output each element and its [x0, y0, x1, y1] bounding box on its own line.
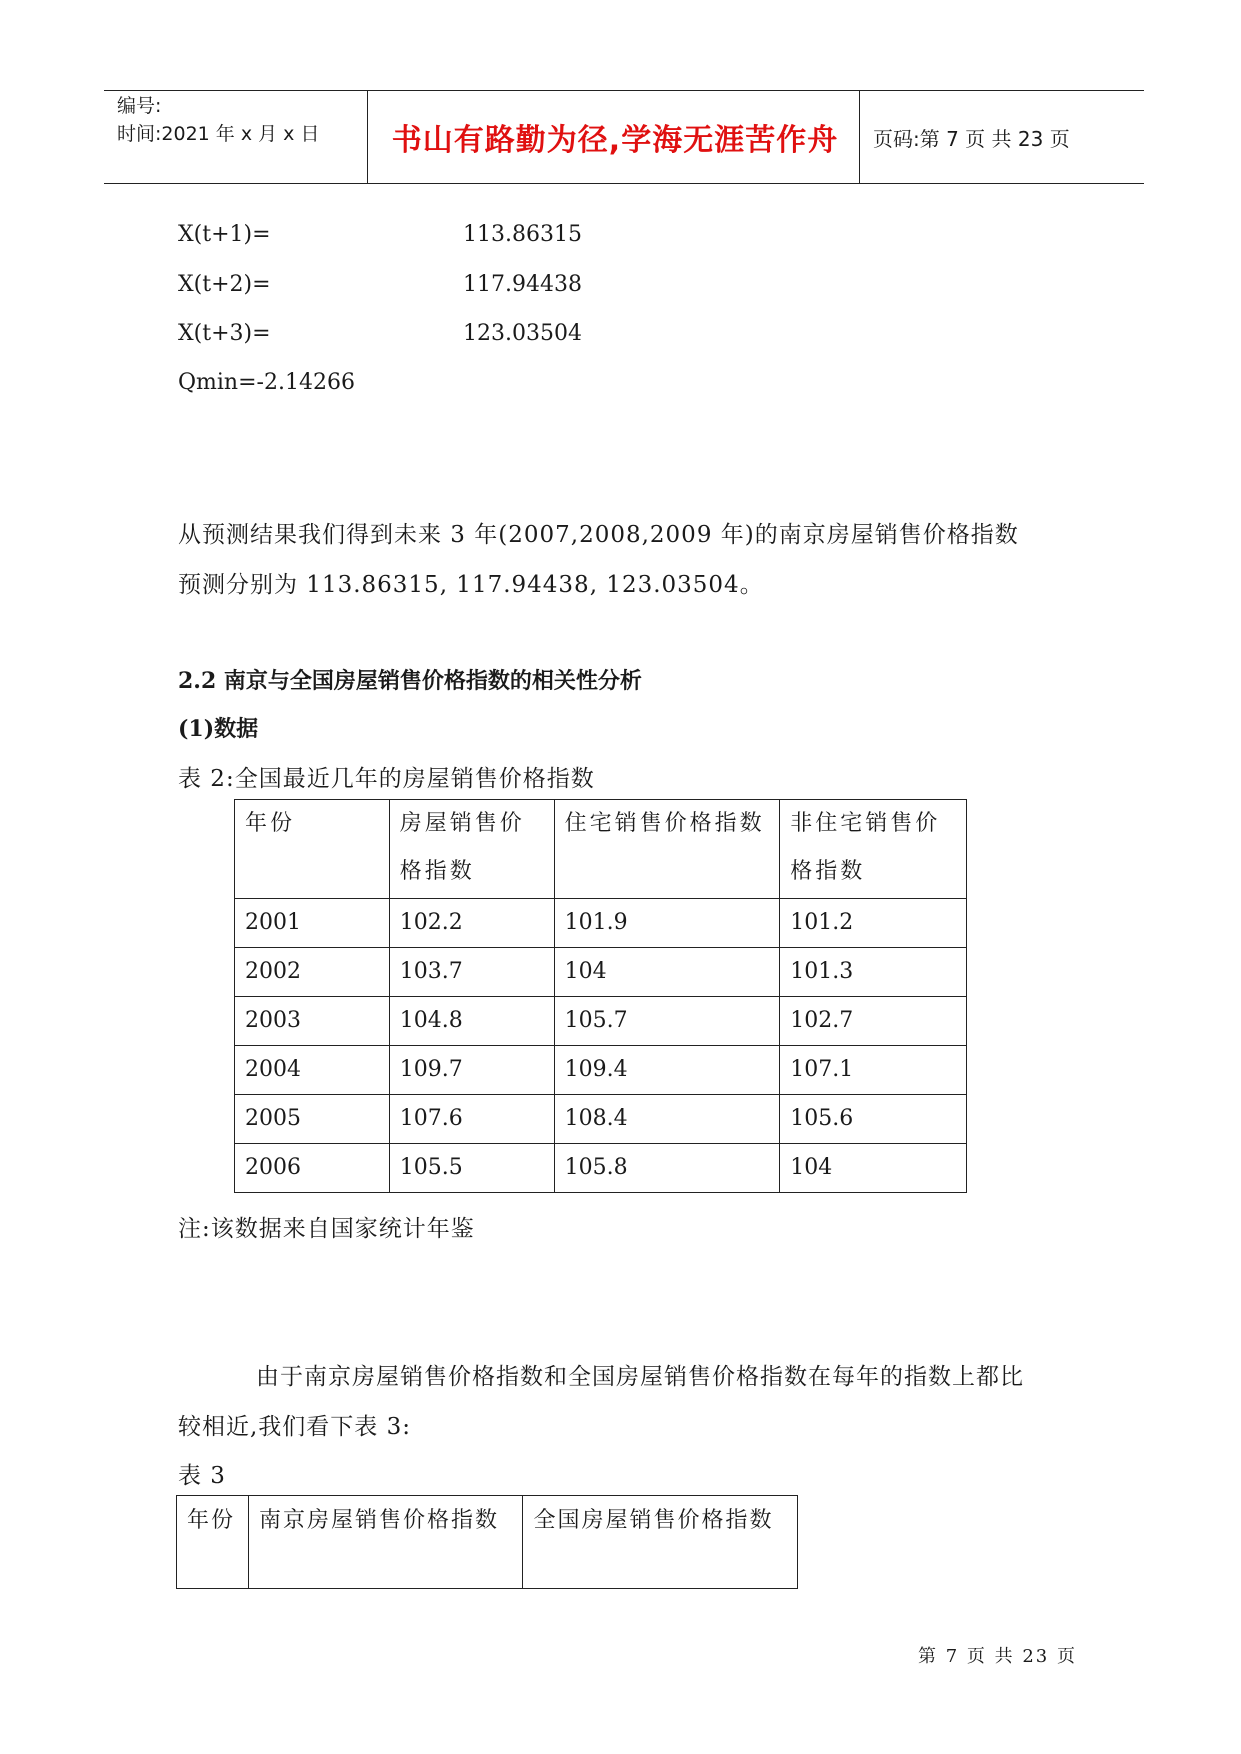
table-cell: 102.2 [389, 899, 554, 948]
header-top-rule [104, 90, 1144, 91]
table2-note: 注:该数据来自国家统计年鉴 [178, 1216, 475, 1242]
table-cell: 109.4 [554, 1046, 780, 1095]
table3-header-cell: 南京房屋销售价格指数 [248, 1496, 523, 1589]
table2-header-cell: 非住宅销售价格指数 [780, 800, 967, 899]
table-cell: 104 [554, 948, 780, 997]
table3 [176, 1495, 798, 1589]
paragraph1-line1: 从预测结果我们得到未来 3 年(2007,2008,2009 年)的南京房屋销售价格指数 [178, 522, 1019, 548]
header-page-label: 页码:第 7 页 共 23 页 [873, 127, 1070, 151]
table-cell: 107.6 [389, 1095, 554, 1144]
table-cell: 104 [780, 1144, 967, 1193]
section-subtitle: (1)数据 [178, 716, 259, 742]
paragraph2-line1: 由于南京房屋销售价格指数和全国房屋销售价格指数在每年的指数上都比 [256, 1364, 1024, 1390]
table2-header-cell: 年份 [235, 800, 390, 899]
table-cell: 2001 [235, 899, 390, 948]
table-cell: 108.4 [554, 1095, 780, 1144]
table-cell: 101.3 [780, 948, 967, 997]
table-cell: 2002 [235, 948, 390, 997]
header-motto: 书山有路勤为径,学海无涯苦作舟 [391, 123, 839, 158]
table3-header-row [177, 1496, 798, 1589]
header-bottom-rule [104, 183, 1144, 184]
table-cell: 101.2 [780, 899, 967, 948]
table2-caption: 表 2:全国最近几年的房屋销售价格指数 [178, 766, 595, 792]
table-cell: 109.7 [389, 1046, 554, 1095]
header-divider-right [859, 90, 860, 184]
table-cell: 104.8 [389, 997, 554, 1046]
table-row [235, 1144, 967, 1193]
table-cell: 105.7 [554, 997, 780, 1046]
table2-header-cell: 房屋销售价格指数 [389, 800, 554, 899]
forecast-qmin: Qmin=-2.14266 [178, 370, 355, 395]
table-row [235, 1095, 967, 1144]
table-cell: 103.7 [389, 948, 554, 997]
table3-header-cell: 年份 [177, 1496, 249, 1589]
paragraph2-line2: 较相近,我们看下表 3: [178, 1414, 412, 1440]
table-cell: 107.1 [780, 1046, 967, 1095]
section-title: 2.2 南京与全国房屋销售价格指数的相关性分析 [178, 668, 642, 694]
page-footer: 第 7 页 共 23 页 [918, 1646, 1077, 1667]
table-row [235, 1046, 967, 1095]
table-cell: 105.8 [554, 1144, 780, 1193]
table-cell: 2005 [235, 1095, 390, 1144]
forecast-value-2: 117.94438 [463, 272, 582, 297]
forecast-value-3: 123.03504 [463, 321, 582, 346]
table-cell: 102.7 [780, 997, 967, 1046]
table-cell: 2003 [235, 997, 390, 1046]
forecast-label-2: X(t+2)= [178, 272, 271, 297]
table2-header-cell: 住宅销售价格指数 [554, 800, 780, 899]
table3-header-cell: 全国房屋销售价格指数 [523, 1496, 798, 1589]
table-cell: 105.6 [780, 1095, 967, 1144]
table3-caption: 表 3 [178, 1463, 226, 1489]
table-cell: 2006 [235, 1144, 390, 1193]
table-row [235, 899, 967, 948]
header-divider-left [367, 90, 368, 184]
table-row [235, 997, 967, 1046]
table-cell: 105.5 [389, 1144, 554, 1193]
forecast-label-1: X(t+1)= [178, 222, 271, 247]
table-row [235, 948, 967, 997]
paragraph1-line2: 预测分别为 113.86315, 117.94438, 123.03504。 [178, 572, 764, 598]
header-serial-label: 编号: [117, 95, 162, 117]
table-cell: 101.9 [554, 899, 780, 948]
table-cell: 2004 [235, 1046, 390, 1095]
table2 [234, 799, 967, 1193]
forecast-value-1: 113.86315 [463, 222, 582, 247]
forecast-label-3: X(t+3)= [178, 321, 271, 346]
header-time-label: 时间:2021 年 x 月 x 日 [117, 123, 320, 145]
table2-header-row [235, 800, 967, 899]
